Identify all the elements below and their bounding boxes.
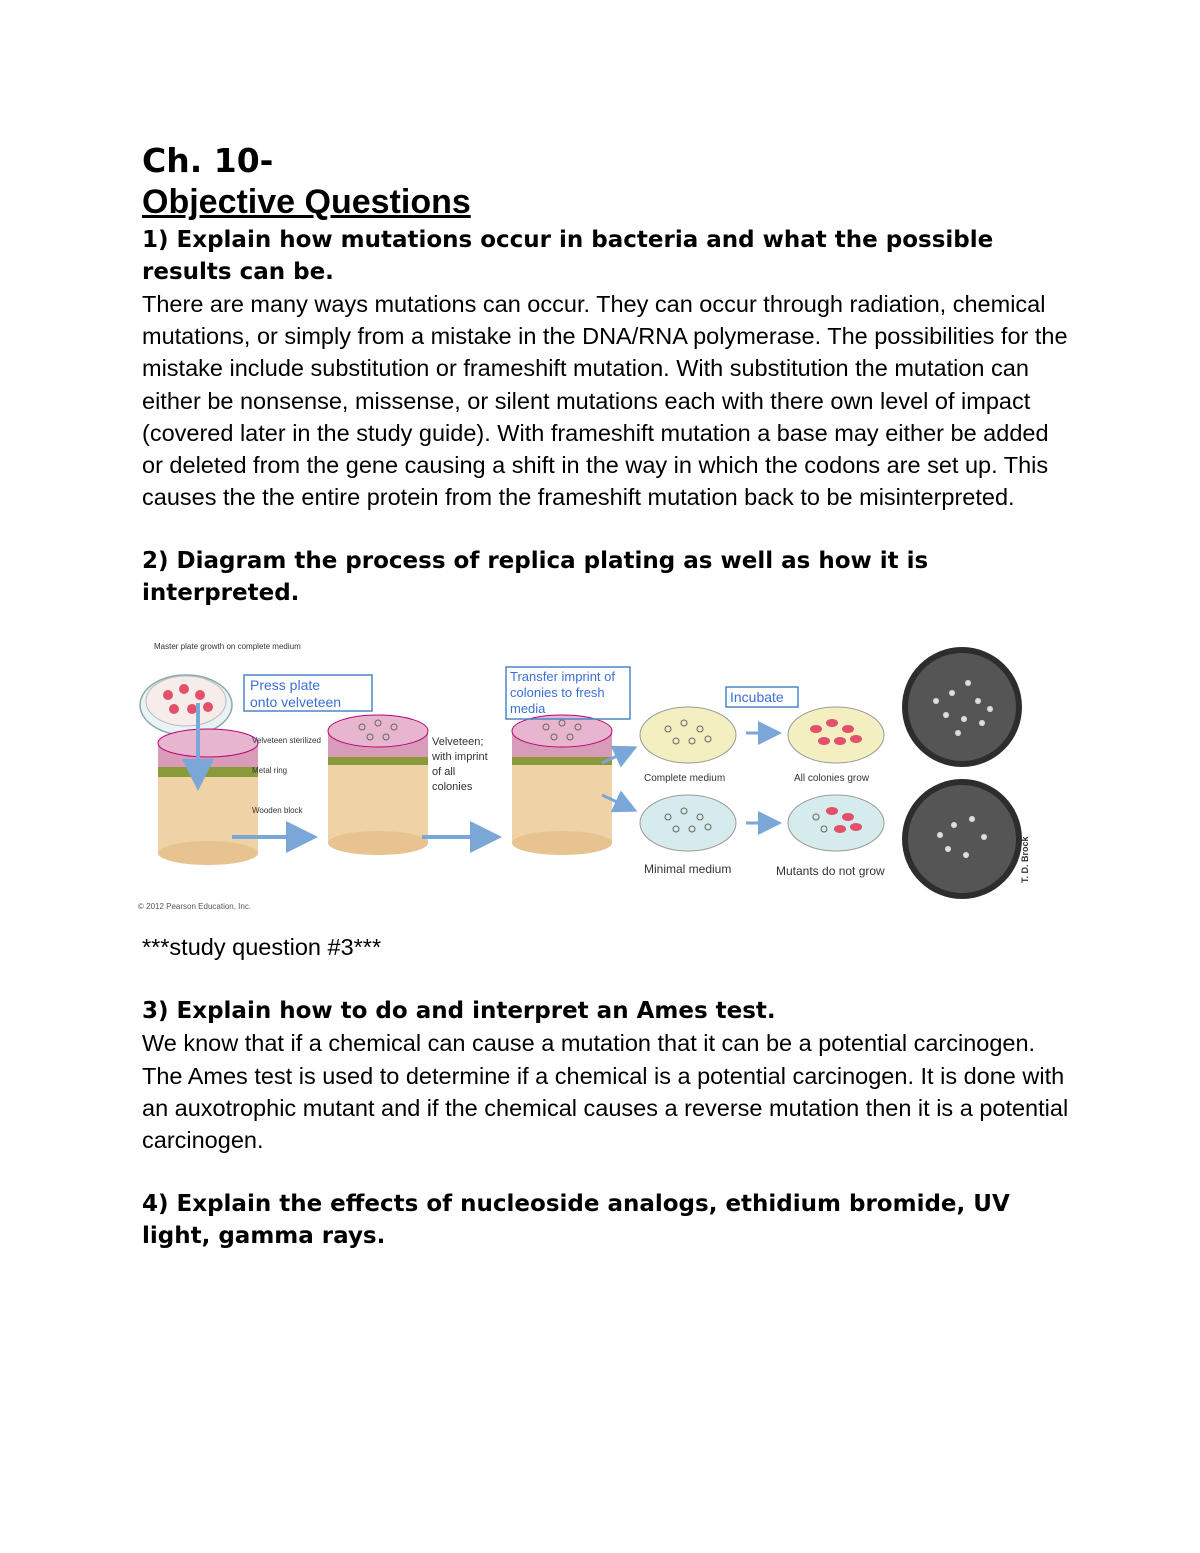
answer-1: There are many ways mutations can occur. They can occur through radiation, chemical mutations, or simply from a mistake in the DNA/RNA polymerase. The possibilities for the mistake include substitution or frameshift mutation. With substitution the mutation can either be nonsense, missense, or silent mutations each with there own level of impact (covered later in the study guide). With frameshift mutation a base may either be added or deleted from the gene causing a shift in the way in which the codons are set up. This causes the the entire protein from the frameshift mutation back to be misinterpreted.: [142, 291, 1068, 511]
velveteen-block-3: [512, 715, 612, 855]
complete-medium-plate: [640, 707, 736, 763]
replica-plating-figure: [132, 623, 1032, 913]
press-label-line-2: onto velveteen: [250, 694, 342, 711]
document-page: [138, 140, 1072, 1252]
question-3: 3) Explain how to do and interpret an Ames test.: [142, 998, 776, 1025]
photo-credit: T. D. Brock: [1020, 836, 1030, 884]
press-label-line-1: Press plate: [250, 677, 321, 694]
minimal-medium-label: Minimal medium: [644, 862, 732, 877]
spacer: [142, 513, 1072, 545]
study-note: ***study question #3***: [142, 934, 382, 961]
chapter-title: Ch. 10-: [142, 141, 274, 180]
figure-credit: © 2012 Pearson Education, Inc.: [138, 902, 252, 912]
all-colonies-label: All colonies grow: [794, 773, 870, 785]
answer-3: We know that if a chemical can cause a mutation that it can be a potential carcinogen. The Ames test is used to determine if a chemical is a potential carcinogen. It is done with an auxotrophic mutant and if the chemical causes a reverse mutation then it is a potential carcinogen.: [142, 1030, 1069, 1154]
master-plate-label: Master plate growth on complete medium: [154, 642, 301, 652]
master-plate: [140, 675, 232, 735]
all-colonies-plate: [788, 707, 884, 763]
transfer-label-line-1: Transfer imprint of: [510, 669, 615, 685]
velveteen-block-1: [158, 729, 258, 865]
block-label: Wooden block: [252, 806, 303, 816]
question-1: 1) Explain how mutations occur in bacteria and what the possible results can be.: [142, 227, 994, 285]
imprint-label-line-1: Velveteen;: [432, 736, 484, 749]
minimal-medium-plate: [640, 795, 736, 851]
spacer: [142, 1156, 1072, 1188]
imprint-label-line-2: with imprint: [432, 751, 488, 764]
question-4: 4) Explain the effects of nucleoside analogs, ethidium bromide, UV light, gamma rays.: [142, 1191, 1010, 1250]
spacer: [142, 963, 1072, 995]
incubate-label: Incubate: [730, 689, 784, 706]
photo-plate-bottom: [902, 779, 1022, 899]
imprint-label-line-3: of all: [432, 766, 456, 779]
imprint-label-line-4: colonies: [432, 781, 473, 794]
transfer-label-line-3: media: [510, 701, 546, 717]
complete-medium-label: Complete medium: [644, 773, 726, 785]
section-title: Objective Questions: [142, 183, 471, 221]
transfer-label-line-2: colonies to fresh: [510, 685, 605, 701]
velveteen-block-2: [328, 715, 428, 855]
mutants-plate: [788, 795, 884, 851]
photo-plate-top: [902, 647, 1022, 767]
ring-label: Metal ring: [252, 766, 288, 776]
velveteen-label: Velveteen sterilized: [252, 736, 321, 746]
replica-plating-diagram: [132, 623, 1032, 913]
mutants-label: Mutants do not grow: [776, 864, 885, 879]
question-2: 2) Diagram the process of replica plating as well as how it is interpreted.: [142, 548, 929, 607]
